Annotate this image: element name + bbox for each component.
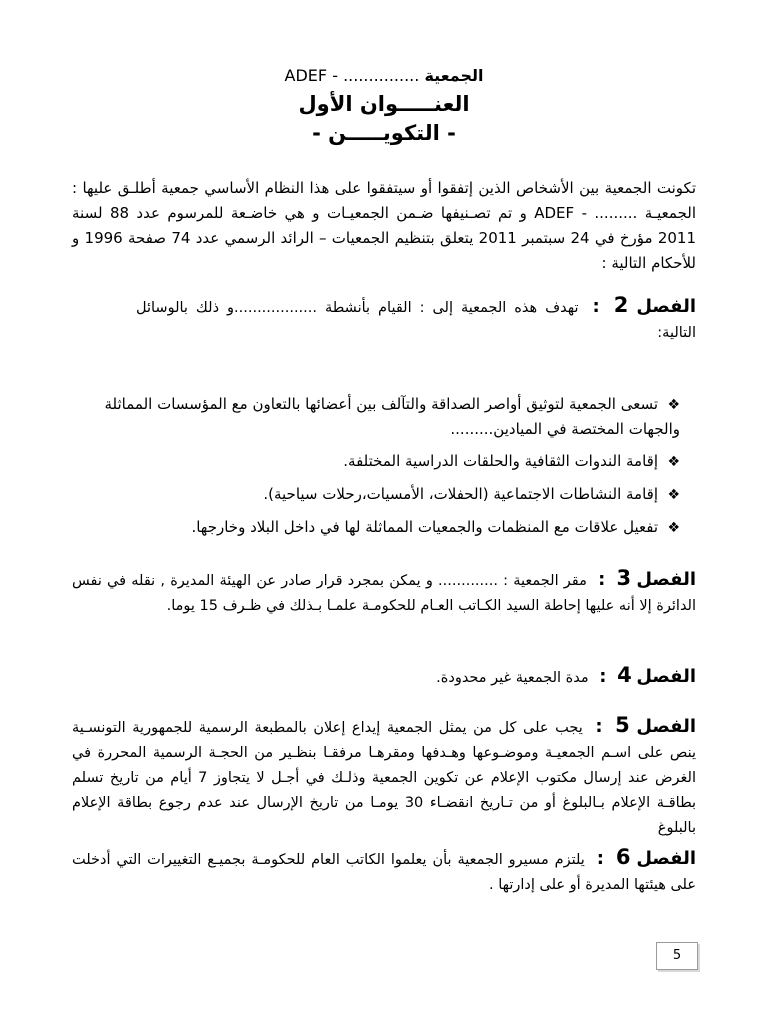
diamond-bullet-icon: ❖ [667, 454, 680, 470]
article-text: يلتزم مسيرو الجمعية بأن يعلموا الكاتب العام للحكومـة بجميـع التغييرات التي أدخلت على هيئتها المديرة أو على إدارتها . [72, 852, 696, 893]
list-item: ❖إقامة الندوات الثقافية والحلقات الدراسية المختلفة. [100, 449, 680, 474]
diamond-bullet-icon: ❖ [667, 520, 680, 536]
section-subtitle: - التكويـــــن - [312, 121, 456, 145]
article-label: الفصل [636, 666, 696, 687]
article-text: تهدف هذه الجمعية إلى : القيام بأنشطة ..................و ذلك بالوسائل التالية: [136, 300, 696, 341]
association-dots: ............... [343, 66, 420, 85]
article-text: مقر الجمعية : ............. و يمكن بمجرد قرار صادر عن الهيئة المديرة , نقله في نفس الدائرة إلا أنه عليها إحاطة السيد الكـاتب العـام للحكومـة علمـا بـذلك في ظـرف 15 يوما. [72, 573, 696, 614]
article-text: مدة الجمعية غير محدودة. [436, 670, 589, 686]
list-item: ❖تفعيل علاقات مع المنظمات والجمعيات المماثلة لها في داخل البلاد وخارجها. [100, 515, 680, 540]
association-line [0, 66, 768, 85]
page-number: 5 [656, 942, 698, 970]
article-label: الفصل [636, 569, 697, 590]
article-number: 3 [616, 566, 632, 590]
article-number: 2 [613, 293, 629, 317]
article-label: الفصل [636, 716, 697, 737]
article-label: الفصل [636, 848, 697, 869]
article-number: 6 [615, 845, 631, 869]
article-4: الفصل 4 : مدة الجمعية غير محدودة. [436, 663, 696, 687]
article-6: الفصل 6 : يلتزم مسيرو الجمعية بأن يعلموا الكاتب العام للحكومـة بجميـع التغييرات التي أدخلت على هيئتها المديرة أو على إدارتها . [72, 845, 697, 893]
article-2: الفصل 2 : تهدف هذه الجمعية إلى : القيام بأنشطة ..................و ذلك بالوسائل التالية: [136, 293, 697, 341]
diamond-bullet-icon: ❖ [667, 397, 680, 413]
diamond-bullet-icon: ❖ [667, 487, 680, 503]
article-label: الفصل [636, 296, 697, 317]
list-item: ❖إقامة النشاطات الاجتماعية (الحفلات، الأمسيات،رحلات سياحية). [100, 482, 680, 507]
article-3: الفصل 3 : مقر الجمعية : ............. و يمكن بمجرد قرار صادر عن الهيئة المديرة , نقله في نفس الدائرة إلا أنه عليها إحاطة السيد الكـاتب العـام للحكومـة علمـا بـذلك في ظـرف 15 يوما. [72, 566, 697, 614]
association-code: ADEF [284, 66, 328, 85]
section-title: العنـــــوان الأول [298, 92, 470, 116]
article-number: 5 [615, 713, 630, 737]
association-dash: - [332, 66, 338, 85]
article-5: الفصل 5 : يجب على كل من يمثل الجمعية إيداع إعلان بالمطبعة الرسمية للجمهورية التونسـية ينص على اسـم الجمعيـة وموضـوعها وهـدفها ومقرهـا مرفقـا بنظـير من الحجـة الرسمية المحررة في الغرض عند إرسال مكتوب الإعلام عن تكوين الجمعية وذلـك في أجـل لا يتجاوز 7 أيام من تاريخ تسلم بطاقـة الإعلام بـالبلوغ أو من تـاريخ انقضـاء 30 يومـا من تاريخ الإرسال عند عدم رجوع بطاقة الإعلام بالبلوغ [72, 713, 697, 836]
intro-paragraph: تكونت الجمعية بين الأشخاص الذين إتفقوا أو سيتفقوا على هذا النظام الأساسي جمعية أطلـق عليها : الجمعيـة ......... - ADEF و تم تصـنيفها ضـمن الجمعيـات و هي خاضـعة للمرسوم عدد 88 لسنة 2011 مؤرخ في 24 سبتمبر 2011 يتعلق بتنظيم الجمعيات – الرائد الرسمي عدد 74 صفحة 1996 و للأحكام التالية : [72, 179, 697, 272]
article-text: يجب على كل من يمثل الجمعية إيداع إعلان بالمطبعة الرسمية للجمهورية التونسـية ينص على اسـم الجمعيـة وموضـوعها وهـدفها ومقرهـا مرفقـا بنظـير من الحجـة الرسمية المحررة في الغرض عند إرسال مكتوب الإعلام عن تكوين الجمعية وذلـك في أجـل لا يتجاوز 7 أيام من تاريخ تسلم بطاقـة الإعلام بـالبلوغ أو من تـاريخ انقضـاء 30 يومـا من تاريخ الإرسال عند عدم رجوع بطاقة الإعلام بالبلوغ [72, 720, 696, 836]
list-item: ❖تسعى الجمعية لتوثيق أواصر الصداقة والتآلف بين أعضائها بالتعاون مع المؤسسات المماثلة والجهات المختصة في الميادين......... [104, 395, 680, 438]
association-prefix: الجمعية [424, 66, 484, 85]
article-number: 4 [617, 663, 632, 687]
